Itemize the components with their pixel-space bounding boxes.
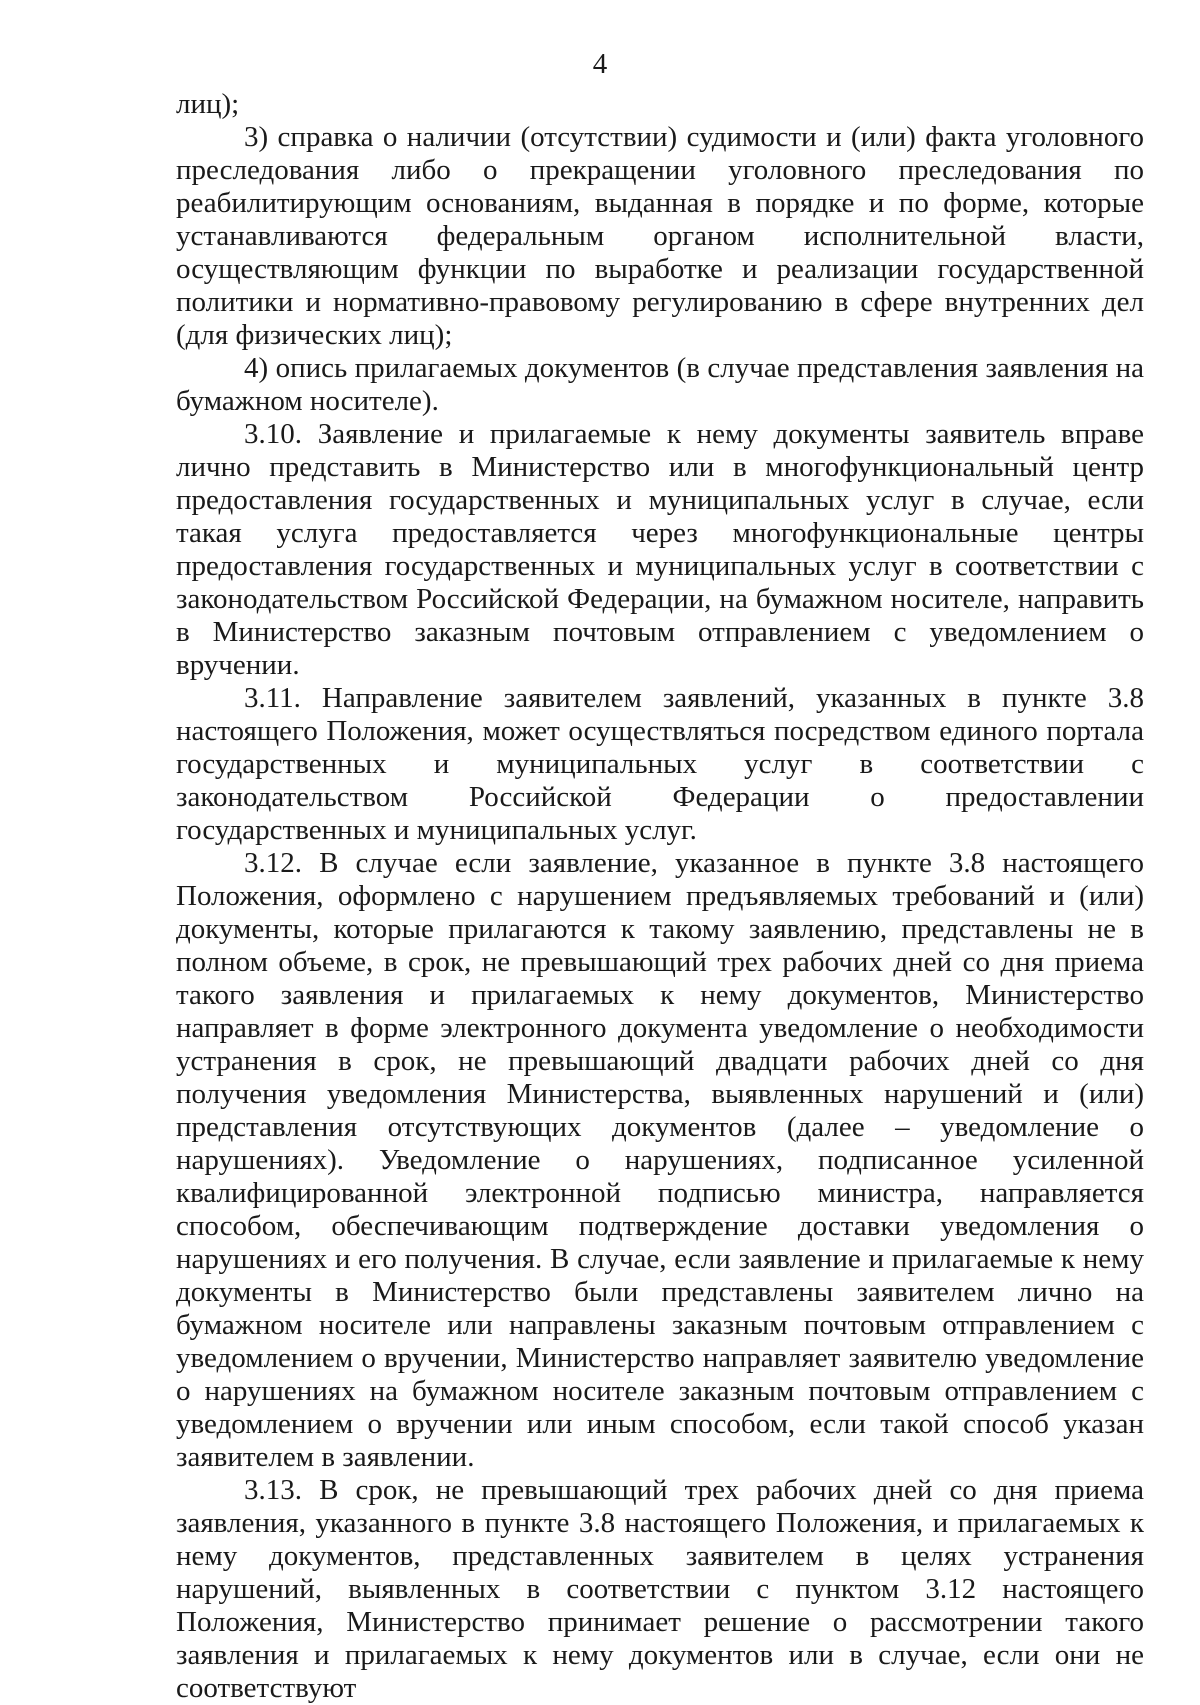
paragraph-continuation: лиц); xyxy=(176,88,240,120)
document-body xyxy=(176,88,1144,1705)
page-number: 4 xyxy=(592,48,608,80)
paragraph-3-12: 3.12. В случае если заявление, указанное в пункте 3.8 настоящего Положения, оформлено с нарушением предъявляемых требований и (или) документы, которые прилагаются к такому заявлению, представлены не в полном объеме, в срок, не превышающий трех рабочих дней со дня приема такого заявления и прилагаемых к нему документов, Министерство направляет в форме электронного документа уведомление о необходимости устранения в срок, не превышающий двадцати рабочих дней со дня получения уведомления Министерства, выявленных нарушений и (или) представления отсутствующих документов (далее – уведомление о нарушениях). Уведомление о нарушениях, подписанное усиленной квалифицированной электронной подписью министра, направляется способом, обеспечивающим подтверждение доставки уведомления о нарушениях и его получения. В случае, если заявление и прилагаемые к нему документы в Министерство были представлены заявителем лично на бумажном носителе или направлены заказным почтовым отправлением с уведомлением о вручении, Министерство направляет заявителю уведомление о нарушениях на бумажном носителе заказным почтовым отправлением с уведомлением о вручении или иным способом, если такой способ указан заявителем в заявлении. xyxy=(176,847,1144,1473)
paragraph-item-4: 4) опись прилагаемых документов (в случае представления заявления на бумажном носителе). xyxy=(176,352,1144,417)
paragraph-3-13: 3.13. В срок, не превышающий трех рабочих дней со дня приема заявления, указанного в пункте 3.8 настоящего Положения, и прилагаемых к нему документов, представленных заявителем в целях устранения нарушений, выявленных в соответствии с пунктом 3.12 настоящего Положения, Министерство принимает решение о рассмотрении такого заявления и прилагаемых к нему документов или в случае, если они не соответствуют xyxy=(176,1474,1144,1704)
paragraph-3-10: 3.10. Заявление и прилагаемые к нему документы заявитель вправе лично представить в Министерство или в многофункциональный центр предоставления государственных и муниципальных услуг в случае, если такая услуга предоставляется через многофункциональные центры предоставления государственных и муниципальных услуг в соответствии с законодательством Российской Федерации, на бумажном носителе, направить в Министерство заказным почтовым отправлением с уведомлением о вручении. xyxy=(176,418,1144,681)
paragraph-item-3: 3) справка о наличии (отсутствии) судимости и (или) факта уголовного преследования либо о прекращении уголовного преследования по реабилитирующим основаниям, выданная в порядке и по форме, которые устанавливаются федеральным органом исполнительной власти, осуществляющим функции по выработке и реализации государственной политики и нормативно-правовому регулированию в сфере внутренних дел (для физических лиц); xyxy=(176,121,1144,351)
paragraph-3-11: 3.11. Направление заявителем заявлений, указанных в пункте 3.8 настоящего Положения, может осуществляться посредством единого портала государственных и муниципальных услуг в соответствии с законодательством Российской Федерации о предоставлении государственных и муниципальных услуг. xyxy=(176,682,1144,846)
